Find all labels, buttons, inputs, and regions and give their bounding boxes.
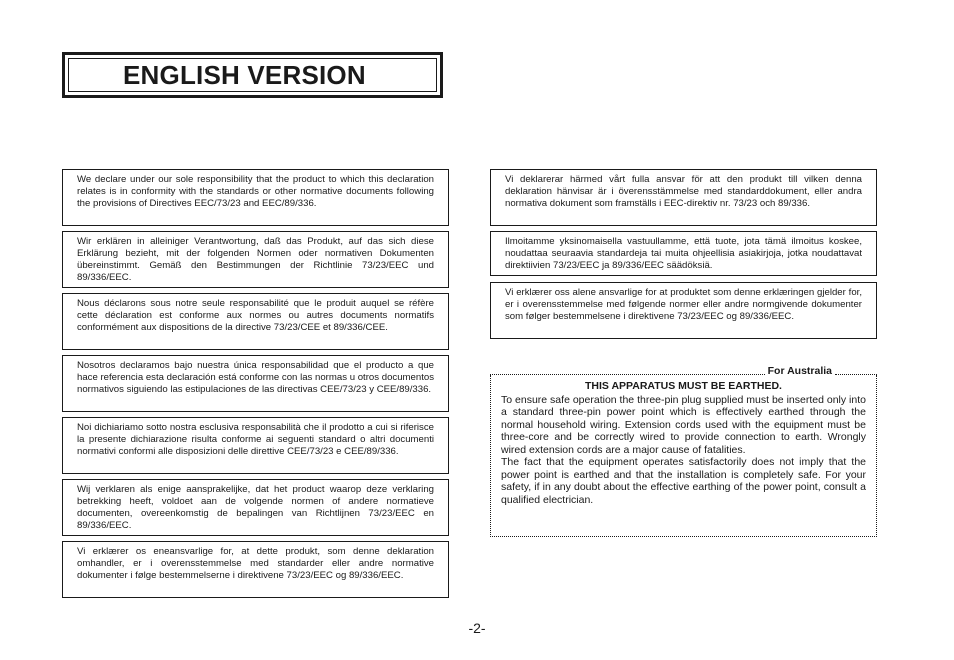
declaration-norwegian: Vi erklærer oss alene ansvarlige for at produktet som denne erklæringen gjelder for, er i overensstemmelse med følgende normer eller andre normgivende dokumenter som følger bestemmelsene i direktivene 73/23/EEC og 89/336/EEC. <box>490 282 877 339</box>
australia-notice <box>490 375 877 537</box>
declaration-danish: Vi erklærer os eneansvarlige for, at dette produkt, som denne deklaration omhandler, er i overensstemmelse med standarder eller andre normative dokumenter i følge bestemmelserne i direktivene 73/23/EEC og 89/336/EEC. <box>62 541 449 598</box>
title-frame <box>62 52 443 98</box>
declaration-german: Wir erklären in alleiniger Verantwortung, daß das Produkt, auf das sich diese Erklärung bezieht, mit der folgenden Normen oder normativen Dokumenten übereinstimmt. Gemäß den Bestimmungen der Richtlinie 73/23/EEC und 89/336/EEC. <box>62 231 449 288</box>
page-title: ENGLISH VERSION <box>68 58 437 92</box>
declaration-french: Nous déclarons sous notre seule responsabilité que le produit auquel se réfère cette déclaration est conforme aux normes ou autres documents normatifs conformément aux dispositions de la directive 73/23/CEE et 89/336/CEE. <box>62 293 449 350</box>
declaration-swedish: Vi deklarerar härmed vårt fulla ansvar för att den produkt till vilken denna deklaration hänvisar är i överensstämmelse med standarddokument, eller andra normativa dokument som framställs i EEC-direktiv nr. 73/23 och 89/336. <box>490 169 877 226</box>
australia-paragraph-1: To ensure safe operation the three-pin plug supplied must be inserted only into a standard three-pin power point which is effectively earthed through the normal household wiring. Extension cords used with the equipment must be three-core and be correctly wired to provide connection to earth. Wrongly wired extension cords are a major cause of fatalities. <box>501 393 866 456</box>
declaration-finnish: Ilmoitamme yksinomaisella vastuullamme, että tuote, jota tämä ilmoitus koskee, noudattaa seuraavia standardeja tai muita ohjeellisia asiakirjoja, jotka noudattavat direktiivien 73/23/EEC ja 89/336/EEC säädöksiä. <box>490 231 877 276</box>
declaration-spanish: Nosotros declaramos bajo nuestra única responsabilidad que el producto a que hace referencia esta declaración está conforme con las normas u otros documentos normativos siguiendo las estipulaciones de las directivas CEE/73/23 y CEE/89/336. <box>62 355 449 412</box>
australia-label: For Australia <box>767 365 832 377</box>
australia-paragraph-2: The fact that the equipment operates satisfactorily does not imply that the power point is earthed and that the installation is completely safe. For your safety, if in any doubt about the effective earthing of the power point, consult a qualified electrician. <box>501 456 866 506</box>
declaration-english: We declare under our sole responsibility that the product to which this declaration relates is in conformity with the standards or other normative documents following the provisions of Directives EEC/73/23 and EEC/89/336. <box>62 169 449 226</box>
australia-heading: THIS APPARATUS MUST BE EARTHED. <box>585 380 782 392</box>
declaration-italian: Noi dichiariamo sotto nostra esclusiva responsabilità che il prodotto a cui si riferisce la presente dichiarazione risulta conforme ai seguenti standard o altri documenti normativi conformi alle disposizioni delle direttive CEE/73/23 e CEE/89/336. <box>62 417 449 474</box>
declaration-dutch: Wij verklaren als enige aansprakelijke, dat het product waarop deze verklaring betrekking heeft, voldoet aan de volgende normen of andere normatieve documenten, overeenkomstig de bepalingen van Richtlijnen 73/23/EEC en 89/336/EEC. <box>62 479 449 536</box>
page-number: -2- <box>468 620 486 636</box>
